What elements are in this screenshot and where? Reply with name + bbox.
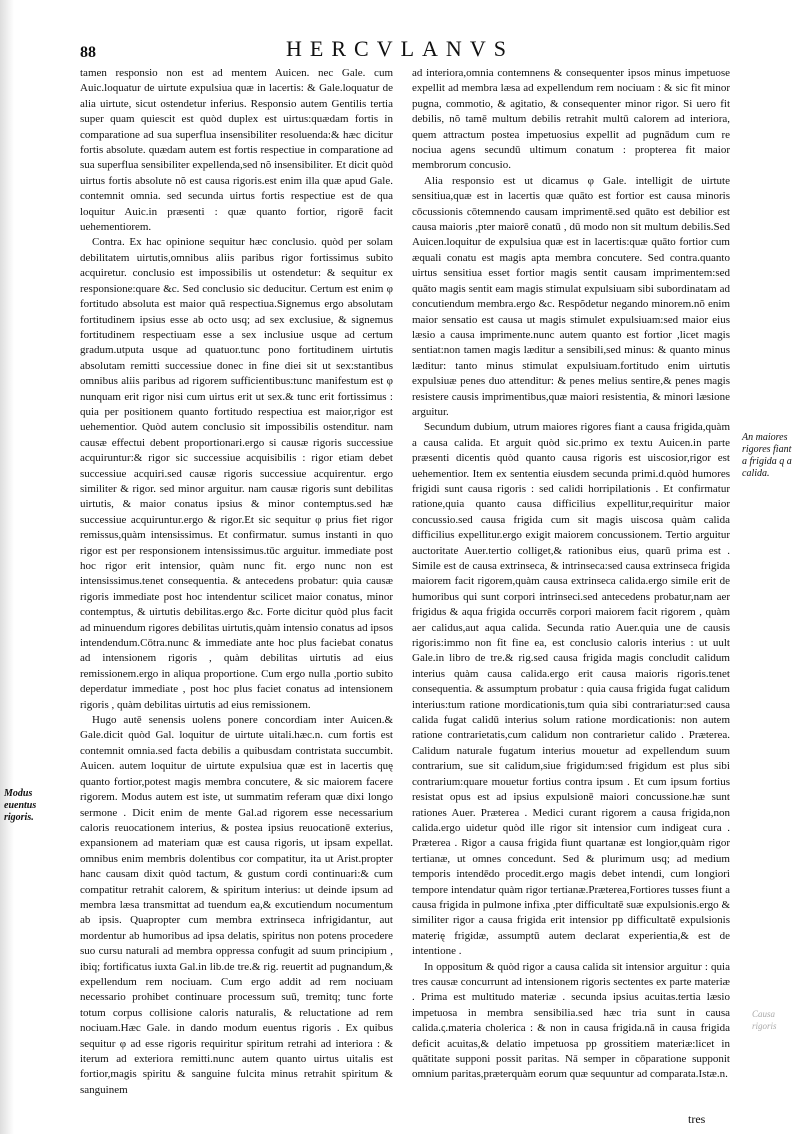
left-paragraph-3: Hugo autē senensis uolens ponere concordiam inter Auicen.& Gale.dicit quòd Gal. loquitur de uirtute uitali.hæc.n. cum fortis est contemnit omnia.sed facta debilis a quibusdam contristata succumbit. Auicen. autem loquitur de uirtute expulsiua quæ est in lacertis quę quanto fortior,potest magis membra concutere, & sic maiorem facere rigorem. Modus autem est iste, ut summatim referam quæ dixi longo sermone . Dicit enim de mente Gal.ad rigorem esse necessarium caloris reuocationem interius, & postea ipsius reuocationē exterius, expansionem ad materiam quæ est causa rigoris, ut ipsam expellat. omnibus enim membris dolentibus cor compatitur, ita ut Arist.propter hanc causam dixit quòd tactum, & gustum cordi continuari:& cum compatitur retrahit calorem, & spiritum interius: ut deinde ipsum ad membra læsa transmittat ad tuendum ea,& excutiendum nocumentum ab ipsis. Quapropter cum membra extrinseca infrigidantur, aut mordentur ab humoribus ad ipsa delatis, spiritus non potens procedere suo cursu naturali ad membra oppressa confugit ad suum principium , ibiq; fortificatus iuxta Gal.in lib.de tre.& rig. reuertit ad pugnandum,& expellendum rem nociuam. Cum ergo addit ad rem nociuam necessario prohibet continuare processum suū, tremitq; tunc forte totum corpus collisione caloris naturalis, & reluctatione ad rem nociuam.Hæc Gale. in dando modum euentus rigoris . Ex quibus sequitur φ ad esse rigoris requiritur spiritum retrahi ad interiora : & iterum ad exteriora remitti.nunc autem quanto uirtus uitalis est fortior,magis spiritu & sanguine fulcita minus retrahit spiritum & sanguinem	[80, 714, 393, 1096]
margin-note-right: An maiores rigores fiant a frigida q a calida.	[742, 432, 792, 479]
left-column	[80, 66, 393, 1098]
right-paragraph-1: ad interiora,omnia contemnens & consequenter ipsos minus impetuose expellit ad membra læsa ad expellendum rem nociuam : & sic fit minor pugna, commotio, & agitatio, & consequenter minor rigor. Si uero fit debilis, nõ tamē multum debilis retrahit multū calorem ad interiora, quem attractum postea impetuosius expellit ad pugnādum cum re nociua agens secundū ultimum conatum : propterea fit maior membrorum concusio.	[412, 67, 730, 172]
right-paragraph-3: Secundum dubium, utrum maiores rigores fiant a causa frigida,quàm a causa calida. Et arguit quòd sic.primo ex textu Auicen.in parte præsenti dicentis quòd quanto causa rigoris est uiscosior,rigor est uehementior. Item ex sententia eiusdem secunda primi.d.quòd humores frigidi sunt causa rigoris : sed calidi horripilationis . Et confirmatur ratione,quia quanto causa difficilius expellitur,requiritur maior concussio.sed causa frigida cum sit magis uiscosa quàm calida difficilius expellitur.ergo exigit maiorem concussionem. Tertio arguitur auctoritate Auer.tertio colliget,& rationibus eius, quarū prima est . Simile est de causa extrinseca, & intrinseca:sed causa extrinseca frigida maiorem facit rigorem,quàm causa extrinseca calida.ergo simile erit de humoribus qui sunt corpori intrinseci.sed antecedens probatur,nam aer frigidus & aqua frigida occurrēs corpori maiorem facit rigorem , quàm aer calidus,aut aqua calida. Secunda ratio Auer.quia une de causis rigoris:immo non fit fine ea, est conclusio caloris interius : ut uult Gale.in libro de tre.& rig.sed causa frigida magis concludit calidum interius quàm causa calida.ergo erit causa maioris rigoris.tenet consequentia. & assumptum probatur : quia causa frigida fugat calidum interius:tum ratione mordicationis,tum quia sibi contrariatur:sed causa calida fugat calidū interius solum ratione mordicationis: non autem ratione contrarietatis,cum calidum non contrarietur calido . Præterea. Calidum naturale fugatum interius mouetur ad expellendum suum contrarium, sue sit calidum,siue frigidum:sed frigidum est plus sibi contrarium:quare mouetur fortius contra ipsum . Et cum ipsum fortius resistat opus est ad ipsius expulsionē maiori concussione.hæ sunt rationes Auer. Præterea . Medici curant rigorem a causa frigida,non calida.ergo uidetur quòd ille rigor sit intensior cum indigeat cura . Præterea . Rigor a causa frigida fiunt quartanæ est longior,quàm rigor tertianæ, ut omnes concedunt. Sed & plurimum usq; ad medium temporis intendēdo procedit.ergo magis debet intendi, cum longiori tempore intendatur quàm rigor tertianæ.Præterea,Fortiores tusses fiunt a causa frigida in pulmone infixa ,pter difficultatē suæ expulsionis.ergo & similiter rigor a causa frigida erit intensior pp difficultatē expulsionis materię frigidæ, assumptū autem declarat experientia,& est de intentione .	[412, 421, 730, 958]
margin-note-left: Modus euentus rigoris.	[4, 788, 37, 823]
left-paragraph-1: tamen responsio non est ad mentem Auicen. nec Gale. cum Auic.loquatur de uirtute expulsiua quæ in lacertis: & Gale.loquatur de alia uirtute, sicut ostendetur inferius. Responsio autem Gentilis tertia super quam quiescit est quòd duplex est uirtus:quædam fortis in comparatione ad sua superflua insensibiliter resoluenda:& hæc dicitur fortis absolute. quædam autem est fortis respectiue in comparatione ad sua superflua sensibiliter expellenda,sed nõ insensibiliter. Et dicit quòd uirtus fortis absolute nõ est causa rigoris.est enim illa quæ apud Gale. contemnit omnia. sed secunda uirtus fortis respectiue est de qua loquitur Auic.in præsenti : quæ quanto fortior, rigorē facit uehementiorem.	[80, 67, 393, 234]
page-header	[70, 36, 730, 64]
gutter-shadow	[0, 0, 14, 1134]
right-column	[412, 66, 730, 1083]
right-paragraph-4: In oppositum & quòd rigor a causa calida sit intensior arguitur : quia tres causæ concurrunt ad intensionem rigoris sectentes ex parte materiæ . Prima est multitudo materiæ . secunda ipsius acuitas.tertia læsio impetuosa in membra sensibilia.sed hæc tria sunt in causa calida.ς.materia cholerica : & non in causa frigida.nā in causa frigida deficit acuitas,& delatio impetuosa pp grossitiem materiæ:licet in quātitate supponi possit paritas. Nā semper in cōparatione supponit omnium paritas,præterquàm eorum quæ sequuntur ad comparata.Istæ.n.	[412, 960, 730, 1081]
running-head: HERCVLANVS	[286, 36, 514, 61]
page-number: 88	[80, 44, 96, 61]
left-paragraph-2: Contra. Ex hac opinione sequitur hæc conclusio. quòd per solam debilitatem uirtutis,omnibus aliis paribus rigor fortissimus subito acquiretur. conclusio est impossibilis ut ostendetur: & sequitur ex responsione:quare &c. Sed conclusio sic deducitur. Certum est enim φ fortitudo absoluta est maior quã respectiua.Signemus ergo absolutam fortitudinem ipsius esse ab octo usq; ad sex exclusiue, & signemus fortitudinem respectiuam esse a sex inclusiue usque ad certum gradum.utputa usque ad quatuor.tunc pono fortitudinem uirtutis absolutam remitti successiue donec in fine diei sit ut sex:stantibus omnibus aliis paribus ad rigorem sufficientibus:tunc manifestum est φ nunquam erit rigor nisi cum uirtus erit ut sex.& tunc erit fortissimus : quia per positionem quanto fortitudo respectiua est maior,rigor est uehementior. Quòd autem conclusio sit impossibilis ostenditur. nam causæ effectui debent proportionari.ergo si causæ rigoris successiue acquiruntur:& rigor sic successiue acquisibilis : rigor etiam debet successiue acquiri.sed causæ rigoris successiue acquirentur. ergo similiter & rigor. sed minor arguitur. nam causæ rigoris sunt debilitas uirtutis, & maior conatus ipsius & minor contemptus.sed hæ successiue acquiruntur.ergo & rigor.Et sic sequitur φ prius fiet rigor remissus,quàm intensissimus. Et confirmatur. sumus instanti in quo rigor est per responsionem intensissimus.tūc arguitur. immediate post hoc rigor erit intensior, quàm nunc fit. ergo nunc non est intensissimus.tenet consequentia. & antecedens probatur: quia causæ rigoris immediate post hoc intendentur scilicet maior conatus, minor contemptus, & uirtutis debilitas.ergo &c. Forte dicitur quòd plus facit ad minuendum rigores debilitas uirtutis,quàm intensio conatus ad ipsos intendendum.Cōtra.nunc & immediate ante hoc plus faciebat conatus ad intensionem rigoris , quàm debilitas uirtutis ad eius remissionem.ergo in aliqua proportione. Cum ergo nulla ,portio subito deperdatur immediate , post hoc plus faciet conatus ad intensionem rigoris , quàm debilitas uirtutis ad eius remissionem.	[80, 236, 393, 711]
catchword: tres	[688, 1112, 706, 1126]
right-paragraph-2: Alia responsio est ut dicamus φ Gale. intelligit de uirtute sensitiua,quæ est in lacertis quæ quāto est fortior est causa minoris cōcussionis cōtemnendo causam imprimentē.sed quāto est debilior est causa maioris ,pter maiorē conatū , dū modo non sit multum debilis.Sed Auicen.loquitur de expulsiua quæ est in lacertis:quæ quāto fortior cum æquali conatu est magis apta membra concutere. Sed contra.quanto uirtus sensitiua esset fortior magis sentit causam imprimentem:sed quāto magis sentit eam magis stimulat expulsiuam sibi subordinatam ad concutiendum membra.ergo &c. Respõdetur negando minorem.nõ enim maior sensatio est causa ut magis stimulet expulsiuam:sed maior eius læsio a causa imprimente.nunc autem quanto est fortior ,licet magis sentiat:non tamen magis læditur a sensibili,sed minus: & quanto minus læditur: tanto minus stimulat expulsiuam.fortitudo enim uirtutis expulsiuæ penes duo attenditur: & penes melius sentire,& penes magis resistere causis imprimentibus,quæ maiori resistentia, & minori læsione arguitur.	[412, 174, 730, 418]
margin-note-faint: Causa rigoris	[752, 1009, 777, 1031]
